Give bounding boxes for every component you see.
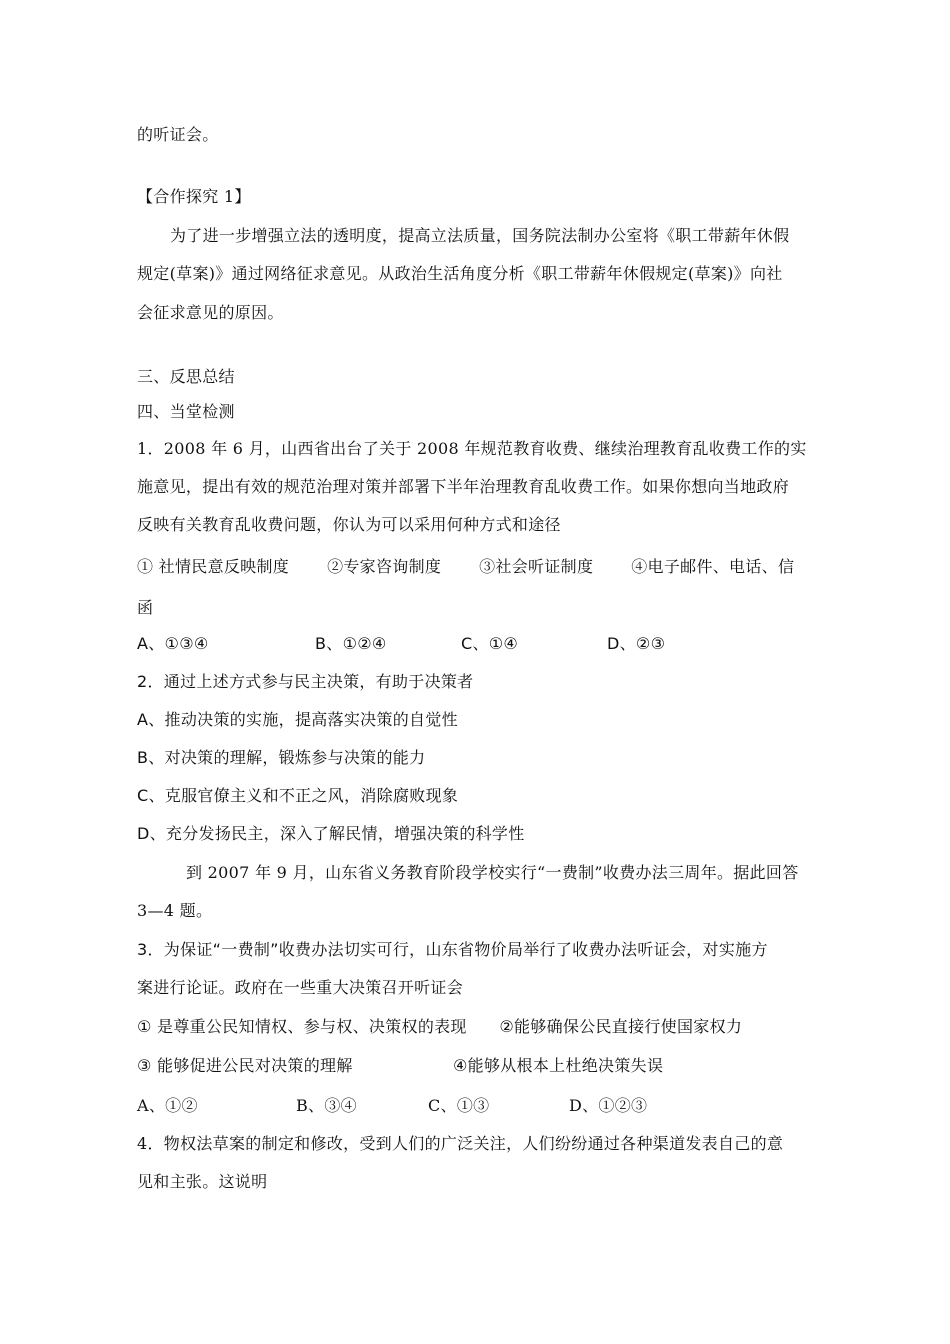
question-1-text: 1．2008 年 6 月，山西省出台了关于 2008 年规范教育收费、继续治理教育乱收费工作的实 bbox=[137, 439, 807, 458]
question-2-option-a[interactable]: A、推动决策的实施，提高落实决策的自觉性 bbox=[137, 710, 458, 729]
paragraph-line: 规定(草案)》通过网络征求意见。从政治生活角度分析《职工带薪年休假规定(草案)》向社 bbox=[137, 264, 783, 283]
option-b[interactable]: B、①②④ bbox=[315, 634, 387, 653]
question-1-text: 施意见，提出有效的规范治理对策并部署下半年治理教育乱收费工作。如果你想向当地政府 bbox=[137, 477, 790, 496]
question-4-text: 4．物权法草案的制定和修改，受到人们的广泛关注，人们纷纷通过各种渠道发表自己的意 bbox=[137, 1134, 784, 1153]
option-c[interactable]: C、①④ bbox=[461, 634, 519, 653]
question-3-text: 3．为保证“一费制”收费办法切实可行，山东省物价局举行了收费办法听证会，对实施方 bbox=[137, 940, 768, 959]
question-3-items: ① 是尊重公民知情权、参与权、决策权的表现 ②能够确保公民直接行使国家权力 bbox=[137, 1017, 743, 1036]
question-3-text: 案进行论证。政府在一些重大决策召开听证会 bbox=[137, 978, 464, 997]
section-heading: 三、反思总结 bbox=[137, 367, 235, 386]
option-d[interactable]: D、②③ bbox=[607, 634, 666, 653]
question-4-text: 见和主张。这说明 bbox=[137, 1172, 268, 1191]
question-2-text: 2．通过上述方式参与民主决策，有助于决策者 bbox=[137, 672, 474, 691]
section-heading: 四、当堂检测 bbox=[137, 402, 235, 421]
question-2-option-b[interactable]: B、对决策的理解，锻炼参与决策的能力 bbox=[137, 748, 426, 767]
option-a[interactable]: A、①③④ bbox=[137, 634, 209, 653]
option-c[interactable]: C、①③ bbox=[428, 1096, 490, 1115]
option-d[interactable]: D、①②③ bbox=[569, 1096, 648, 1115]
section-heading: 【合作探究 1】 bbox=[137, 187, 251, 206]
paragraph-line: 为了进一步增强立法的透明度，提高立法质量，国务院法制办公室将《职工带薪年休假 bbox=[170, 226, 790, 245]
question-1-text: 反映有关教育乱收费问题，你认为可以采用何种方式和途径 bbox=[137, 515, 561, 534]
item-4: ④能够从根本上杜绝决策失误 bbox=[453, 1056, 664, 1075]
item-3: ③ 能够促进公民对决策的理解 bbox=[137, 1056, 353, 1075]
material-text: 3—4 题。 bbox=[137, 901, 213, 920]
question-2-option-c[interactable]: C、克服官僚主义和不正之风，消除腐败现象 bbox=[137, 786, 459, 805]
question-1-items: 函 bbox=[137, 598, 154, 617]
option-a[interactable]: A、①② bbox=[137, 1096, 198, 1115]
material-text: 到 2007 年 9 月，山东省义务教育阶段学校实行“一费制”收费办法三周年。据此回答 bbox=[186, 863, 799, 882]
question-2-option-d[interactable]: D、充分发扬民主，深入了解民情，增强决策的科学性 bbox=[137, 824, 525, 843]
paragraph-line: 会征求意见的原因。 bbox=[137, 303, 284, 322]
question-1-items: ① 社情民意反映制度 ②专家咨询制度 ③社会听证制度 ④电子邮件、电话、信 bbox=[137, 557, 795, 576]
option-b[interactable]: B、③④ bbox=[296, 1096, 357, 1115]
text-line: 的听证会。 bbox=[137, 125, 219, 144]
